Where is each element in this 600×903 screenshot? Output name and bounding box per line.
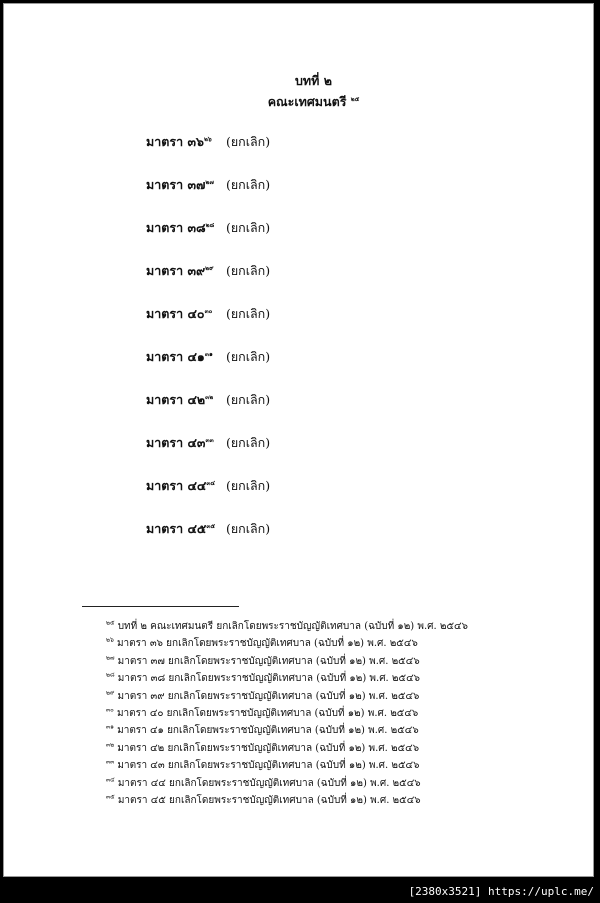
chapter-title-line bbox=[34, 91, 593, 112]
footnote-mark: ๓๓ bbox=[106, 758, 115, 766]
footnote-item bbox=[106, 740, 468, 757]
footnote-mark: ๒๘ bbox=[106, 671, 115, 679]
section-36 bbox=[146, 134, 270, 177]
footnote-text: มาตรา ๔๔ ยกเลิกโดยพระราชบัญญัติเทศบาล (ฉบับที่ ๑๒) พ.ศ. ๒๕๔๖ bbox=[117, 777, 421, 789]
section-label: มาตรา ๔๒ bbox=[146, 392, 206, 407]
section-label: มาตรา ๔๐ bbox=[146, 306, 205, 321]
footnote-item bbox=[106, 705, 468, 722]
section-label: มาตรา ๔๓ bbox=[146, 435, 206, 450]
section-footnote-ref[interactable]: ๒๗ bbox=[205, 178, 214, 186]
footnote-mark: ๒๖ bbox=[106, 637, 114, 645]
footnote-text: มาตรา ๔๕ ยกเลิกโดยพระราชบัญญัติเทศบาล (ฉบับที่ ๑๒) พ.ศ. ๒๕๔๖ bbox=[117, 795, 421, 807]
section-list bbox=[146, 134, 270, 564]
footnote-mark: ๓๔ bbox=[106, 776, 115, 784]
section-status: (ยกเลิก) bbox=[225, 435, 271, 450]
chapter-number: บทที่ ๒ bbox=[294, 73, 332, 88]
footnote-text: มาตรา ๔๐ ยกเลิกโดยพระราชบัญญัติเทศบาล (ฉบับที่ ๑๒) พ.ศ. ๒๕๔๖ bbox=[116, 708, 419, 720]
section-43 bbox=[146, 435, 270, 478]
image-caption: [2380x3521] https://uplc.me/ bbox=[408, 885, 594, 898]
section-label: มาตรา ๔๔ bbox=[146, 478, 207, 493]
section-footnote-ref[interactable]: ๓๔ bbox=[206, 479, 216, 487]
footnote-text: มาตรา ๓๙ ยกเลิกโดยพระราชบัญญัติเทศบาล (ฉบับที่ ๑๒) พ.ศ. ๒๕๔๖ bbox=[117, 690, 420, 702]
section-status: (ยกเลิก) bbox=[225, 134, 271, 149]
footnote-mark: ๓๐ bbox=[106, 706, 114, 714]
footnote-item bbox=[106, 635, 468, 652]
section-41 bbox=[146, 349, 270, 392]
footnote-text: มาตรา ๓๘ ยกเลิกโดยพระราชบัญญัติเทศบาล (ฉบับที่ ๑๒) พ.ศ. ๒๕๔๖ bbox=[117, 673, 420, 685]
chapter-heading bbox=[4, 70, 593, 112]
section-42 bbox=[146, 392, 270, 435]
section-37 bbox=[146, 177, 270, 220]
footnote-mark: ๓๒ bbox=[106, 741, 115, 749]
section-40 bbox=[146, 306, 270, 349]
section-label: มาตรา ๓๙ bbox=[146, 263, 206, 278]
section-status: (ยกเลิก) bbox=[225, 177, 271, 192]
section-status: (ยกเลิก) bbox=[225, 478, 271, 493]
chapter-title: คณะเทศมนตรี bbox=[267, 94, 347, 109]
section-status: (ยกเลิก) bbox=[225, 349, 271, 364]
section-label: มาตรา ๓๘ bbox=[146, 220, 206, 235]
footnote-text: มาตรา ๓๗ ยกเลิกโดยพระราชบัญญัติเทศบาล (ฉบับที่ ๑๒) พ.ศ. ๒๕๔๖ bbox=[117, 655, 420, 667]
footnote-item bbox=[106, 775, 468, 792]
footnote-divider bbox=[82, 606, 239, 607]
section-38 bbox=[146, 220, 270, 263]
footnote-item bbox=[106, 757, 468, 774]
section-44 bbox=[146, 478, 270, 521]
section-status: (ยกเลิก) bbox=[225, 521, 271, 536]
section-45 bbox=[146, 521, 270, 564]
chapter-footnote-ref[interactable]: ๒๕ bbox=[350, 95, 360, 103]
footnote-item bbox=[106, 618, 468, 635]
footnote-list bbox=[106, 618, 468, 809]
footnote-text: บทที่ ๒ คณะเทศมนตรี ยกเลิกโดยพระราชบัญญัติเทศบาล (ฉบับที่ ๑๒) พ.ศ. ๒๕๔๖ bbox=[117, 621, 468, 632]
footnote-mark: ๓๑ bbox=[106, 724, 114, 732]
footnote-mark: ๒๕ bbox=[106, 619, 115, 627]
footnote-item bbox=[106, 653, 468, 670]
section-footnote-ref[interactable]: ๒๘ bbox=[205, 221, 215, 229]
section-footnote-ref[interactable]: ๓๓ bbox=[205, 436, 214, 444]
footnote-item bbox=[106, 688, 468, 705]
section-footnote-ref[interactable]: ๓๕ bbox=[206, 522, 216, 530]
footnote-item bbox=[106, 670, 468, 687]
footnote-mark: ๒๙ bbox=[106, 689, 115, 697]
footnote-text: มาตรา ๔๓ ยกเลิกโดยพระราชบัญญัติเทศบาล (ฉบับที่ ๑๒) พ.ศ. ๒๕๔๖ bbox=[117, 760, 420, 772]
section-label: มาตรา ๔๑ bbox=[146, 349, 205, 364]
section-label: มาตรา ๓๖ bbox=[146, 134, 204, 149]
footnote-item bbox=[106, 722, 468, 739]
section-footnote-ref[interactable]: ๓๐ bbox=[204, 307, 213, 315]
section-label: มาตรา ๔๕ bbox=[146, 521, 207, 536]
section-39 bbox=[146, 263, 270, 306]
section-footnote-ref[interactable]: ๒๖ bbox=[203, 135, 212, 143]
footnote-text: มาตรา ๓๖ ยกเลิกโดยพระราชบัญญัติเทศบาล (ฉบับที่ ๑๒) พ.ศ. ๒๕๔๖ bbox=[116, 638, 418, 650]
section-label: มาตรา ๓๗ bbox=[146, 177, 206, 192]
section-status: (ยกเลิก) bbox=[225, 392, 271, 407]
section-status: (ยกเลิก) bbox=[225, 263, 271, 278]
footnote-item bbox=[106, 792, 468, 809]
footnote-text: มาตรา ๔๑ ยกเลิกโดยพระราชบัญญัติเทศบาล (ฉบับที่ ๑๒) พ.ศ. ๒๕๔๖ bbox=[117, 725, 419, 737]
section-footnote-ref[interactable]: ๒๙ bbox=[205, 264, 214, 272]
section-footnote-ref[interactable]: ๓๑ bbox=[204, 350, 213, 358]
document-page bbox=[3, 3, 594, 877]
section-status: (ยกเลิก) bbox=[225, 306, 271, 321]
section-footnote-ref[interactable]: ๓๒ bbox=[205, 393, 214, 401]
footnote-mark: ๒๗ bbox=[106, 654, 115, 662]
footnote-text: มาตรา ๔๒ ยกเลิกโดยพระราชบัญญัติเทศบาล (ฉบับที่ ๑๒) พ.ศ. ๒๕๔๖ bbox=[117, 742, 420, 754]
footnote-mark: ๓๕ bbox=[106, 793, 115, 801]
section-status: (ยกเลิก) bbox=[225, 220, 271, 235]
